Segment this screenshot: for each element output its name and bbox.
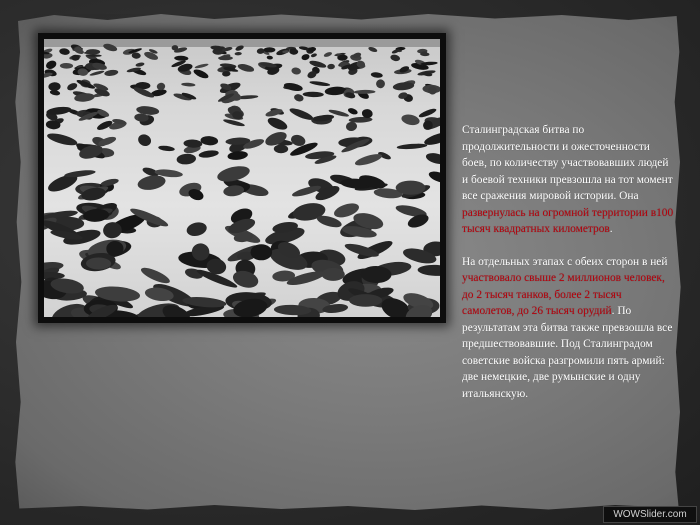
debris-shape — [309, 80, 330, 87]
paragraph-1-end: . — [609, 223, 613, 235]
debris-shape — [349, 294, 382, 307]
photo-frame — [38, 33, 446, 323]
debris-shape — [251, 244, 273, 260]
debris-shape — [301, 53, 311, 61]
watermark-link[interactable]: WOWSlider.com — [603, 506, 697, 523]
battlefield-photo — [44, 39, 440, 317]
debris-shape — [64, 169, 96, 179]
debris-shape — [323, 51, 332, 58]
debris-shape — [303, 92, 324, 98]
debris-shape — [354, 152, 383, 168]
debris-shape — [45, 59, 58, 71]
debris-shape — [425, 151, 440, 166]
paragraph-1 — [462, 122, 674, 238]
debris-shape — [185, 220, 208, 237]
paragraph-2-highlight: участвовало свыше 2 миллионов человек, до 2 тысяч танков, более 2 тысяч самолетов, до 26 тысяч орудий — [462, 272, 665, 317]
debris-shape — [176, 153, 196, 165]
debris-shape — [174, 56, 188, 61]
paragraph-2 — [462, 254, 674, 403]
photo-illustration — [44, 39, 440, 317]
paragraph-2-end: . По результатам эта битва также превзошла все предшествовавшие. Под Сталинградом советские войска разгромили пять армий: две немецкие, две румынские и одну итальянскую. — [462, 305, 673, 400]
debris-shape — [322, 268, 345, 281]
debris-shape — [198, 149, 219, 159]
debris-shape — [48, 82, 61, 91]
debris-shape — [274, 144, 289, 153]
debris-shape — [417, 264, 440, 276]
debris-shape — [194, 63, 209, 69]
debris-shape — [354, 90, 376, 94]
debris-shape — [227, 150, 248, 161]
debris-shape — [397, 143, 428, 150]
debris-shape — [218, 56, 233, 60]
paragraph-1-highlight: развернулась на огромной территории в100 тысяч квадратных километров — [462, 206, 674, 235]
debris-shape — [192, 68, 209, 80]
debris-shape — [396, 181, 426, 195]
debris-shape — [324, 86, 346, 96]
debris-shape — [135, 62, 145, 67]
debris-shape — [266, 115, 289, 132]
paragraph-1-text: Сталинградская битва по продолжительности и ожесточенности боев, по количеству участвовавших людей и боевой техники превзошла на тот момент все сражения мировой истории. Она — [462, 124, 673, 202]
debris-shape — [181, 82, 195, 87]
slide-text — [462, 122, 674, 402]
debris-shape — [267, 55, 274, 59]
debris-shape — [327, 64, 335, 70]
debris-shape — [223, 118, 246, 127]
debris-shape — [137, 173, 167, 191]
debris-shape — [371, 72, 384, 79]
debris-shape — [235, 52, 242, 56]
debris-shape — [156, 82, 166, 91]
debris-shape — [418, 107, 437, 119]
debris-shape — [375, 79, 386, 90]
paragraph-2-text: На отдельных этапах с обеих сторон в ней — [462, 255, 668, 268]
debris-shape — [200, 135, 218, 145]
debris-shape — [400, 113, 420, 127]
debris-shape — [256, 48, 264, 54]
debris-shape — [288, 106, 314, 122]
debris-shape — [291, 67, 302, 76]
debris-shape — [136, 132, 153, 148]
debris-shape — [264, 47, 276, 52]
debris-shape — [139, 265, 172, 286]
debris-shape — [158, 145, 175, 152]
debris-shape — [104, 69, 119, 77]
debris-shape — [60, 63, 73, 69]
debris-shape — [237, 63, 255, 74]
debris-shape — [427, 169, 440, 185]
debris-shape — [345, 121, 357, 131]
debris-shape — [347, 107, 358, 116]
debris-shape — [46, 131, 78, 148]
debris-shape — [390, 54, 401, 63]
debris-shape — [283, 81, 303, 92]
debris-shape — [66, 82, 78, 92]
debris-shape — [59, 48, 70, 56]
debris-shape — [89, 70, 104, 77]
